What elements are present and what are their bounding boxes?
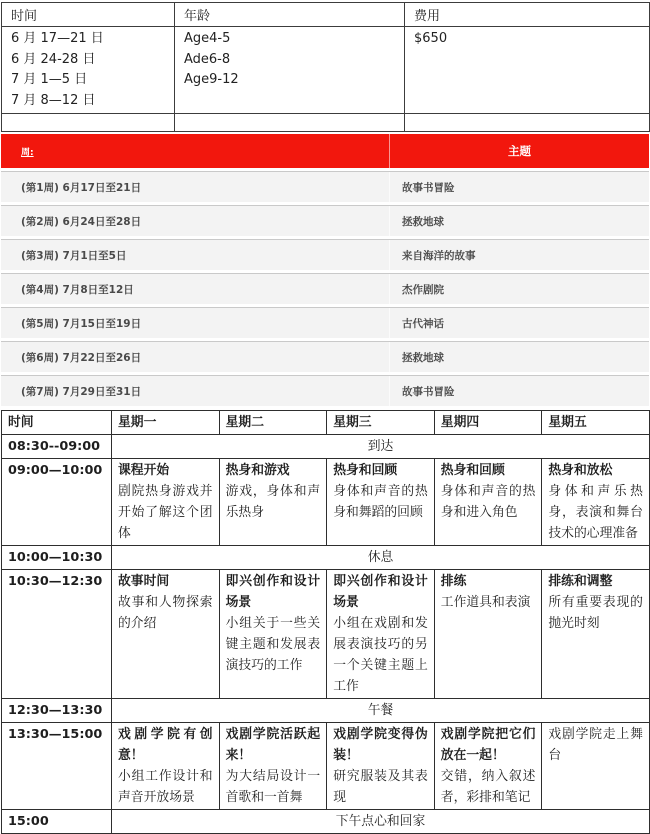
activity-title: 排练 (440, 574, 467, 589)
info-times-cell (2, 27, 175, 114)
schedule-header-tuesday: 星期二 (219, 411, 327, 435)
activity-cell-monday (112, 723, 220, 810)
activity-body: 剧院热身游戏并开始了解这个团体 (118, 484, 213, 541)
session-dates-1: 6 月 17—21 日 (11, 31, 104, 46)
activity-cell-tuesday (219, 723, 327, 810)
weeks-header-week: 周: (21, 147, 34, 158)
activity-body: 身体和声乐热身，表演和舞台技术的心理准备 (548, 484, 643, 541)
activity-body: 小组在戏剧和发展表演技巧的另一个关键主题上工作 (333, 616, 428, 694)
activity-cell-thursday (434, 570, 542, 699)
info-empty-row (2, 114, 650, 132)
activity-span: 下午点心和回家 (112, 810, 650, 834)
info-header-row (2, 3, 650, 27)
week-label: (第1周) 6月17日至21日 (21, 181, 142, 194)
info-header-age: 年龄 (175, 3, 405, 27)
info-body-row (2, 27, 650, 114)
time-slot: 08:30--09:00 (2, 435, 112, 459)
time-slot: 10:00—10:30 (2, 546, 112, 570)
activity-cell-friday (542, 723, 650, 810)
activity-title: 热身和回顾 (440, 463, 505, 478)
time-slot: 12:30—13:30 (2, 699, 112, 723)
activity-cell-tuesday (219, 570, 327, 699)
activity-cell-friday (542, 459, 650, 546)
activity-body: 小组关于一些关键主题和发展表演技巧的工作 (225, 616, 321, 673)
activity-title: 热身和游戏 (225, 463, 290, 478)
activity-title: 故事时间 (118, 574, 170, 589)
week-row-2 (1, 205, 649, 236)
time-slot: 13:30—15:00 (2, 723, 112, 810)
schedule-header-wednesday: 星期三 (327, 411, 435, 435)
schedule-row-home (2, 810, 650, 834)
info-table (1, 2, 650, 132)
week-label: (第4周) 7月8日至12日 (21, 283, 134, 296)
week-row-4 (1, 273, 649, 304)
age-group-3: Age9-12 (184, 72, 239, 87)
activity-cell-thursday (434, 723, 542, 810)
week-row-6 (1, 341, 649, 372)
weeks-header-theme: 主题 (389, 134, 649, 168)
session-dates-4: 7 月 8—12 日 (11, 92, 96, 108)
schedule-row-morning-session (2, 459, 650, 546)
age-group-1: Age4-5 (184, 31, 231, 46)
info-ages-cell (175, 27, 405, 114)
time-slot: 15:00 (2, 810, 112, 834)
schedule-table (1, 410, 650, 834)
session-dates-3: 7 月 1—5 日 (11, 72, 88, 87)
week-label: (第3周) 7月1日至5日 (21, 249, 127, 262)
schedule-header-thursday: 星期四 (434, 411, 542, 435)
activity-cell-thursday (434, 459, 542, 546)
week-theme: 拯救地球 (389, 206, 649, 236)
week-theme: 拯救地球 (389, 342, 649, 372)
schedule-row-midday-session (2, 570, 650, 699)
week-theme: 古代神话 (389, 308, 649, 338)
activity-cell-wednesday (327, 459, 435, 546)
activity-body: 工作道具和表演 (440, 595, 531, 610)
activity-title: 戏剧学院有创意！ (118, 727, 213, 763)
activity-title: 热身和放松 (548, 463, 613, 478)
week-row-3 (1, 239, 649, 270)
schedule-row-afternoon-session (2, 723, 650, 810)
activity-span: 到达 (112, 435, 650, 459)
fee-value: $650 (414, 31, 448, 46)
week-theme: 故事书冒险 (389, 376, 649, 406)
activity-body: 身体和声音的热身和舞蹈的回顾 (333, 484, 428, 520)
info-empty-cell-3 (405, 114, 650, 132)
activity-title: 排练和调整 (548, 574, 613, 589)
schedule-header-monday: 星期一 (112, 411, 220, 435)
activity-title: 热身和回顾 (333, 463, 398, 478)
age-group-2: Ade6-8 (184, 51, 231, 67)
week-row-1 (1, 171, 649, 202)
activity-cell-monday (112, 570, 220, 699)
activity-cell-wednesday (327, 570, 435, 699)
activity-title: 戏剧学院活跃起来！ (225, 727, 321, 763)
schedule-row-break (2, 546, 650, 570)
week-theme: 杰作剧院 (389, 274, 649, 304)
info-empty-cell-1 (2, 114, 175, 132)
activity-body: 为大结局设计一首歌和一首舞 (225, 769, 321, 805)
info-header-fee: 费用 (405, 3, 650, 27)
session-dates-2: 6 月 24-28 日 (11, 51, 96, 67)
week-label: (第7周) 7月29日至31日 (21, 385, 142, 398)
activity-body: 交错，纳入叙述者，彩排和笔记 (440, 769, 536, 805)
activity-body: 身体和声音的热身和进入角色 (440, 484, 536, 520)
activity-span: 午餐 (112, 699, 650, 723)
weeks-header-row (1, 134, 649, 168)
activity-title: 即兴创作和设计场景 (225, 574, 321, 610)
activity-title: 戏剧学院变得伪装！ (333, 727, 428, 763)
schedule-row-arrival (2, 435, 650, 459)
week-label: (第6周) 7月22日至26日 (21, 351, 142, 364)
activity-cell-monday (112, 459, 220, 546)
week-label: (第5周) 7月15日至19日 (21, 317, 142, 330)
time-slot: 09:00—10:00 (2, 459, 112, 546)
week-theme: 故事书冒险 (389, 172, 649, 202)
time-slot: 10:30—12:30 (2, 570, 112, 699)
info-header-time: 时间 (2, 3, 175, 27)
activity-cell-friday (542, 570, 650, 699)
weeks-table (1, 134, 649, 406)
activity-body: 小组工作设计和声音开放场景 (118, 769, 213, 805)
schedule-header-time: 时间 (2, 411, 112, 435)
info-fee-cell (405, 27, 650, 114)
activity-body: 故事和人物探索的介绍 (118, 595, 213, 631)
activity-body: 研究服装及其表现 (333, 769, 428, 805)
activity-body: 戏剧学院走上舞台 (548, 727, 643, 763)
week-theme: 来自海洋的故事 (389, 240, 649, 270)
activity-cell-wednesday (327, 723, 435, 810)
schedule-row-lunch (2, 699, 650, 723)
week-row-7 (1, 375, 649, 406)
activity-span: 休息 (112, 546, 650, 570)
schedule-header-friday: 星期五 (542, 411, 650, 435)
info-empty-cell-2 (175, 114, 405, 132)
activity-title: 即兴创作和设计场景 (333, 574, 428, 610)
activity-body: 所有重要表现的抛光时刻 (548, 595, 643, 631)
activity-cell-tuesday (219, 459, 327, 546)
week-label: (第2周) 6月24日至28日 (21, 215, 142, 228)
week-row-5 (1, 307, 649, 338)
activity-body: 游戏，身体和声乐热身 (225, 484, 321, 520)
schedule-header-row (2, 411, 650, 435)
activity-title: 戏剧学院把它们放在一起！ (440, 727, 536, 763)
activity-title: 课程开始 (118, 463, 170, 478)
